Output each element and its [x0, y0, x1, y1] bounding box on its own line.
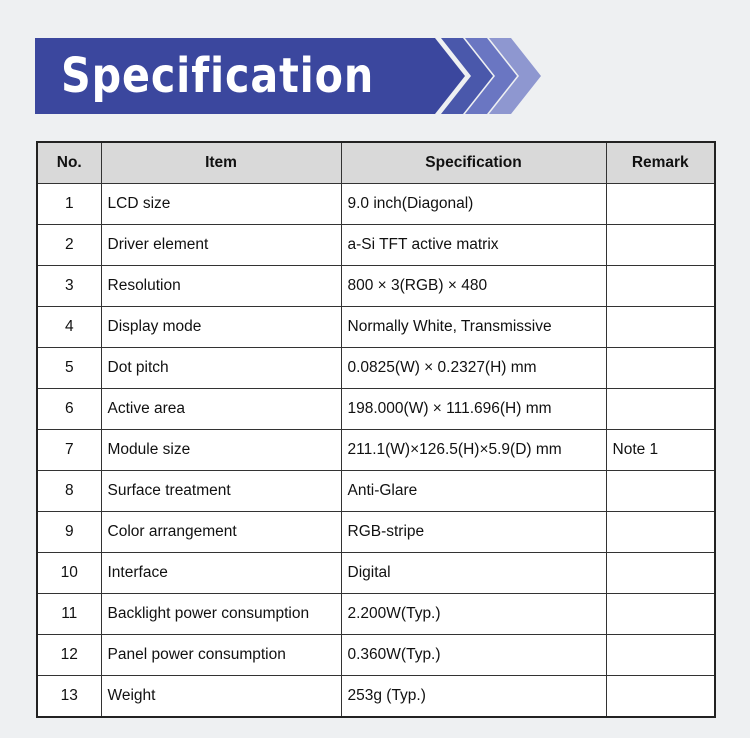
table-row [37, 553, 715, 594]
row-item: Surface treatment [101, 471, 341, 512]
row-no: 10 [37, 553, 101, 594]
row-item: Panel power consumption [101, 635, 341, 676]
row-remark [606, 266, 715, 307]
row-item: LCD size [101, 184, 341, 225]
row-remark [606, 307, 715, 348]
row-remark [606, 594, 715, 635]
row-spec: Anti-Glare [341, 471, 606, 512]
row-remark [606, 676, 715, 718]
row-remark: Note 1 [606, 430, 715, 471]
row-remark [606, 348, 715, 389]
table-row [37, 266, 715, 307]
row-no: 7 [37, 430, 101, 471]
row-item: Resolution [101, 266, 341, 307]
row-spec: a-Si TFT active matrix [341, 225, 606, 266]
row-spec: 211.1(W)×126.5(H)×5.9(D) mm [341, 430, 606, 471]
row-spec: 198.000(W) × 111.696(H) mm [341, 389, 606, 430]
row-remark [606, 553, 715, 594]
row-remark [606, 512, 715, 553]
row-remark [606, 471, 715, 512]
row-no: 5 [37, 348, 101, 389]
row-spec: 2.200W(Typ.) [341, 594, 606, 635]
page-title: Specification [61, 48, 375, 104]
row-no: 6 [37, 389, 101, 430]
row-remark [606, 389, 715, 430]
row-no: 9 [37, 512, 101, 553]
table-row [37, 512, 715, 553]
row-spec: 800 × 3(RGB) × 480 [341, 266, 606, 307]
row-spec: Normally White, Transmissive [341, 307, 606, 348]
header-specification: Specification [341, 142, 606, 184]
row-spec: RGB-stripe [341, 512, 606, 553]
row-item: Display mode [101, 307, 341, 348]
header-no: No. [37, 142, 101, 184]
row-no: 1 [37, 184, 101, 225]
row-no: 12 [37, 635, 101, 676]
table-header-row [37, 142, 715, 184]
row-spec: 9.0 inch(Diagonal) [341, 184, 606, 225]
table-row [37, 594, 715, 635]
header-item: Item [101, 142, 341, 184]
row-spec: Digital [341, 553, 606, 594]
table-row [37, 676, 715, 718]
row-item: Dot pitch [101, 348, 341, 389]
row-spec: 0.0825(W) × 0.2327(H) mm [341, 348, 606, 389]
row-item: Driver element [101, 225, 341, 266]
table-row [37, 307, 715, 348]
row-spec: 253g (Typ.) [341, 676, 606, 718]
row-no: 11 [37, 594, 101, 635]
table-row [37, 430, 715, 471]
row-item: Backlight power consumption [101, 594, 341, 635]
row-no: 4 [37, 307, 101, 348]
table-row [37, 225, 715, 266]
row-item: Active area [101, 389, 341, 430]
row-remark [606, 225, 715, 266]
row-remark [606, 184, 715, 225]
row-item: Interface [101, 553, 341, 594]
row-no: 8 [37, 471, 101, 512]
header-remark: Remark [606, 142, 715, 184]
row-no: 2 [37, 225, 101, 266]
title-banner [35, 38, 541, 114]
row-item: Color arrangement [101, 512, 341, 553]
specification-table [36, 141, 716, 718]
row-item: Module size [101, 430, 341, 471]
table-row [37, 635, 715, 676]
row-no: 3 [37, 266, 101, 307]
table-row [37, 184, 715, 225]
table-row [37, 471, 715, 512]
row-spec: 0.360W(Typ.) [341, 635, 606, 676]
table-row [37, 389, 715, 430]
row-remark [606, 635, 715, 676]
row-item: Weight [101, 676, 341, 718]
table-row [37, 348, 715, 389]
row-no: 13 [37, 676, 101, 718]
